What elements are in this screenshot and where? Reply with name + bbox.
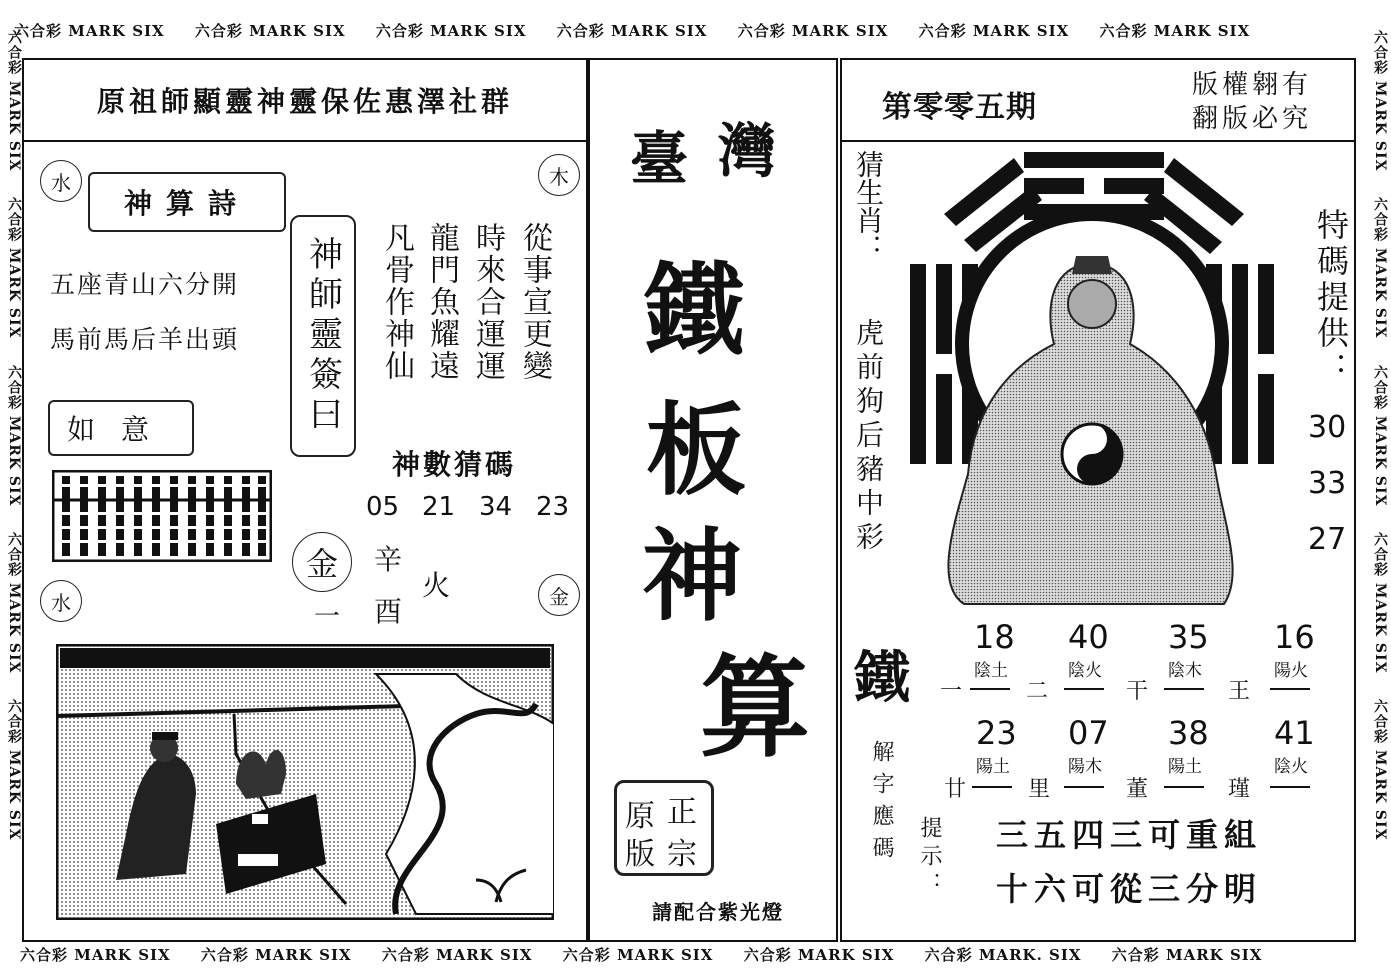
oracle-column-3: 龍門魚耀遠 — [424, 222, 459, 382]
border-text: 六合彩 MARK SIX — [200, 946, 352, 964]
row2-sep-4: 瑾 — [1228, 777, 1251, 802]
guess-number-3: 34 — [479, 492, 513, 522]
zodiac-value: 虎前狗后豬中彩 — [852, 318, 885, 556]
row1-sep-1: 一 — [940, 679, 963, 704]
special-number-3: 27 — [1308, 522, 1347, 557]
row1-sep-2: 二 — [1026, 679, 1049, 704]
border-text: 六合彩 MARK SIX — [737, 22, 889, 40]
row2-dash — [972, 786, 1012, 788]
element-water-badge: 水 — [40, 160, 82, 202]
authentic-seal — [614, 780, 714, 876]
border-text: 六合彩 MARK SIX — [20, 946, 171, 964]
border-text: 六合彩 MARK SIX — [6, 531, 22, 674]
top-border — [0, 20, 1391, 48]
element-gold-badge: 金 — [292, 532, 352, 592]
gold-sub: 一 — [314, 602, 341, 632]
special-number-2: 33 — [1308, 466, 1347, 501]
row2-attr-1: 陽土 — [976, 757, 1010, 777]
row2-number-3: 38 — [1168, 714, 1209, 752]
row2-number-1: 23 — [976, 714, 1017, 752]
guess-number-1: 05 — [366, 492, 400, 522]
border-text: 六合彩 MARK SIX — [6, 364, 22, 507]
scholar-illustration — [56, 644, 554, 920]
row2-attr-4: 陰火 — [1274, 757, 1308, 777]
guess-number-2: 21 — [422, 492, 456, 522]
title-wan: 灣 — [718, 117, 777, 185]
oracle-column-1: 從事宣更變 — [517, 222, 552, 382]
ruyi-box: 如意 — [48, 400, 194, 456]
border-text: 六合彩 MARK SIX — [1372, 531, 1388, 674]
copyright-line-1 — [1192, 64, 1312, 101]
row1-dash — [1064, 688, 1104, 690]
element-wood-badge: 木 — [538, 154, 580, 196]
row1-dash — [1270, 688, 1310, 690]
border-text: 六合彩 MARK SIX — [743, 946, 895, 964]
border-text: 六合彩 MARK SIX — [918, 22, 1070, 40]
border-text: 六合彩 MARK SIX — [6, 197, 22, 339]
ganzhi-fire: 火 — [422, 569, 451, 602]
bottom-border — [0, 944, 1391, 972]
row1-number-2: 40 — [1068, 618, 1109, 656]
row1-attr-3: 陰木 — [1168, 661, 1202, 681]
numbers-title: 神數猜碼 — [392, 448, 517, 481]
row1-number-3: 35 — [1168, 618, 1209, 656]
guess-number-4: 23 — [536, 492, 570, 522]
border-text: 六合彩 MARK SIX — [1372, 364, 1388, 507]
border-text: 六合彩 MARK SIX — [1372, 30, 1388, 172]
oracle-title-box — [290, 215, 356, 457]
row1-attr-4: 陽火 — [1274, 661, 1308, 681]
left-panel — [22, 58, 588, 942]
seal-ban: 版 — [625, 837, 655, 872]
left-header: 原祖師顯靈神靈保佐惠澤社群 — [24, 60, 586, 142]
seal-zheng: 正 — [667, 795, 697, 830]
row1-dash — [970, 688, 1010, 690]
right-border — [1366, 30, 1390, 950]
row2-attr-2: 陽木 — [1068, 757, 1102, 777]
row2-dash — [1164, 786, 1204, 788]
border-text: 六合彩 MARK SIX — [1099, 22, 1251, 40]
zodiac-label: 猜生肖： — [852, 150, 885, 262]
abacus-image — [52, 470, 272, 562]
border-text: 六合彩 MARK SIX — [381, 946, 533, 964]
decode-label: 解字應碼 — [869, 740, 894, 868]
row1-sep-3: 干 — [1126, 679, 1149, 704]
title-suan: 算 — [700, 643, 810, 772]
row2-sep-2: 里 — [1028, 777, 1051, 802]
seal-zong: 宗 — [667, 837, 697, 872]
row1-number-4: 16 — [1274, 618, 1315, 656]
title-ban: 板 — [646, 391, 746, 509]
poem-line-1: 五座青山六分開 — [50, 270, 240, 299]
hint-label: 提示： — [917, 816, 942, 900]
hint-line-2: 十六可從三分明 — [996, 870, 1263, 908]
ganzhi-xin: 辛 — [374, 543, 403, 576]
row1-number-1: 18 — [974, 618, 1015, 656]
row1-sep-4: 王 — [1228, 679, 1251, 704]
border-text: 六合彩 MARK SIX — [562, 946, 714, 964]
border-text: 六合彩 MARK SIX — [194, 22, 346, 40]
border-text: 六合彩 MARK SIX — [1111, 946, 1263, 964]
oracle-title: 神師靈簽曰 — [302, 236, 343, 436]
border-text: 六合彩 MARK SIX — [1372, 197, 1388, 339]
row1-dash — [1164, 688, 1204, 690]
poem-title: 神算詩 — [88, 172, 286, 232]
oracle-column-4: 凡骨作神仙 — [379, 222, 414, 382]
border-text: 六合彩 MARK SIX — [6, 30, 22, 172]
copyright-line-2: 翻版必究 — [1192, 104, 1313, 134]
row2-sep-1: 廿 — [944, 777, 967, 802]
row1-attr-2: 陰火 — [1068, 661, 1102, 681]
copyright-text: 版權翱有 — [1192, 70, 1313, 100]
border-text: 六合彩 MARK SIX — [14, 22, 165, 40]
right-panel — [840, 58, 1356, 942]
oracle-column-2: 時來合運運 — [470, 222, 505, 382]
title-shen: 神 — [642, 517, 742, 635]
row2-number-4: 41 — [1274, 714, 1315, 752]
row2-dash — [1270, 786, 1310, 788]
border-text: 六合彩 MARK SIX — [6, 699, 22, 841]
tie-character: 鐵 — [854, 645, 910, 711]
row2-dash — [1064, 786, 1104, 788]
issue-number: 第零零五期 — [882, 90, 1037, 125]
left-border — [0, 30, 24, 950]
border-text: 六合彩 MARK SIX — [556, 22, 708, 40]
row2-attr-3: 陽土 — [1168, 757, 1202, 777]
center-panel — [588, 58, 838, 942]
border-text: 六合彩 MARK SIX — [1372, 699, 1388, 841]
special-label: 特碼提供： — [1312, 208, 1350, 388]
bagua-deity-image — [904, 144, 1280, 608]
row1-attr-1: 陰土 — [974, 661, 1008, 681]
border-text: 六合彩 MARK SIX — [375, 22, 527, 40]
seal-yuan: 原 — [625, 799, 655, 834]
element-water-badge-2: 水 — [40, 580, 82, 622]
hint-line-1: 三五四三可重組 — [996, 816, 1263, 854]
title-tie: 鐵 — [644, 251, 744, 369]
title-tai: 臺 — [630, 125, 689, 193]
special-number-1: 30 — [1308, 410, 1347, 445]
element-gold-badge-2: 金 — [538, 574, 580, 616]
poem-line-2: 馬前馬后羊出頭 — [50, 325, 240, 354]
row2-sep-3: 董 — [1126, 777, 1149, 802]
uv-light-note: 請配合紫光燈 — [652, 900, 784, 924]
ganzhi-you: 酉 — [374, 595, 403, 628]
border-text: 六合彩 MARK. SIX — [924, 946, 1082, 964]
row2-number-2: 07 — [1068, 714, 1109, 752]
